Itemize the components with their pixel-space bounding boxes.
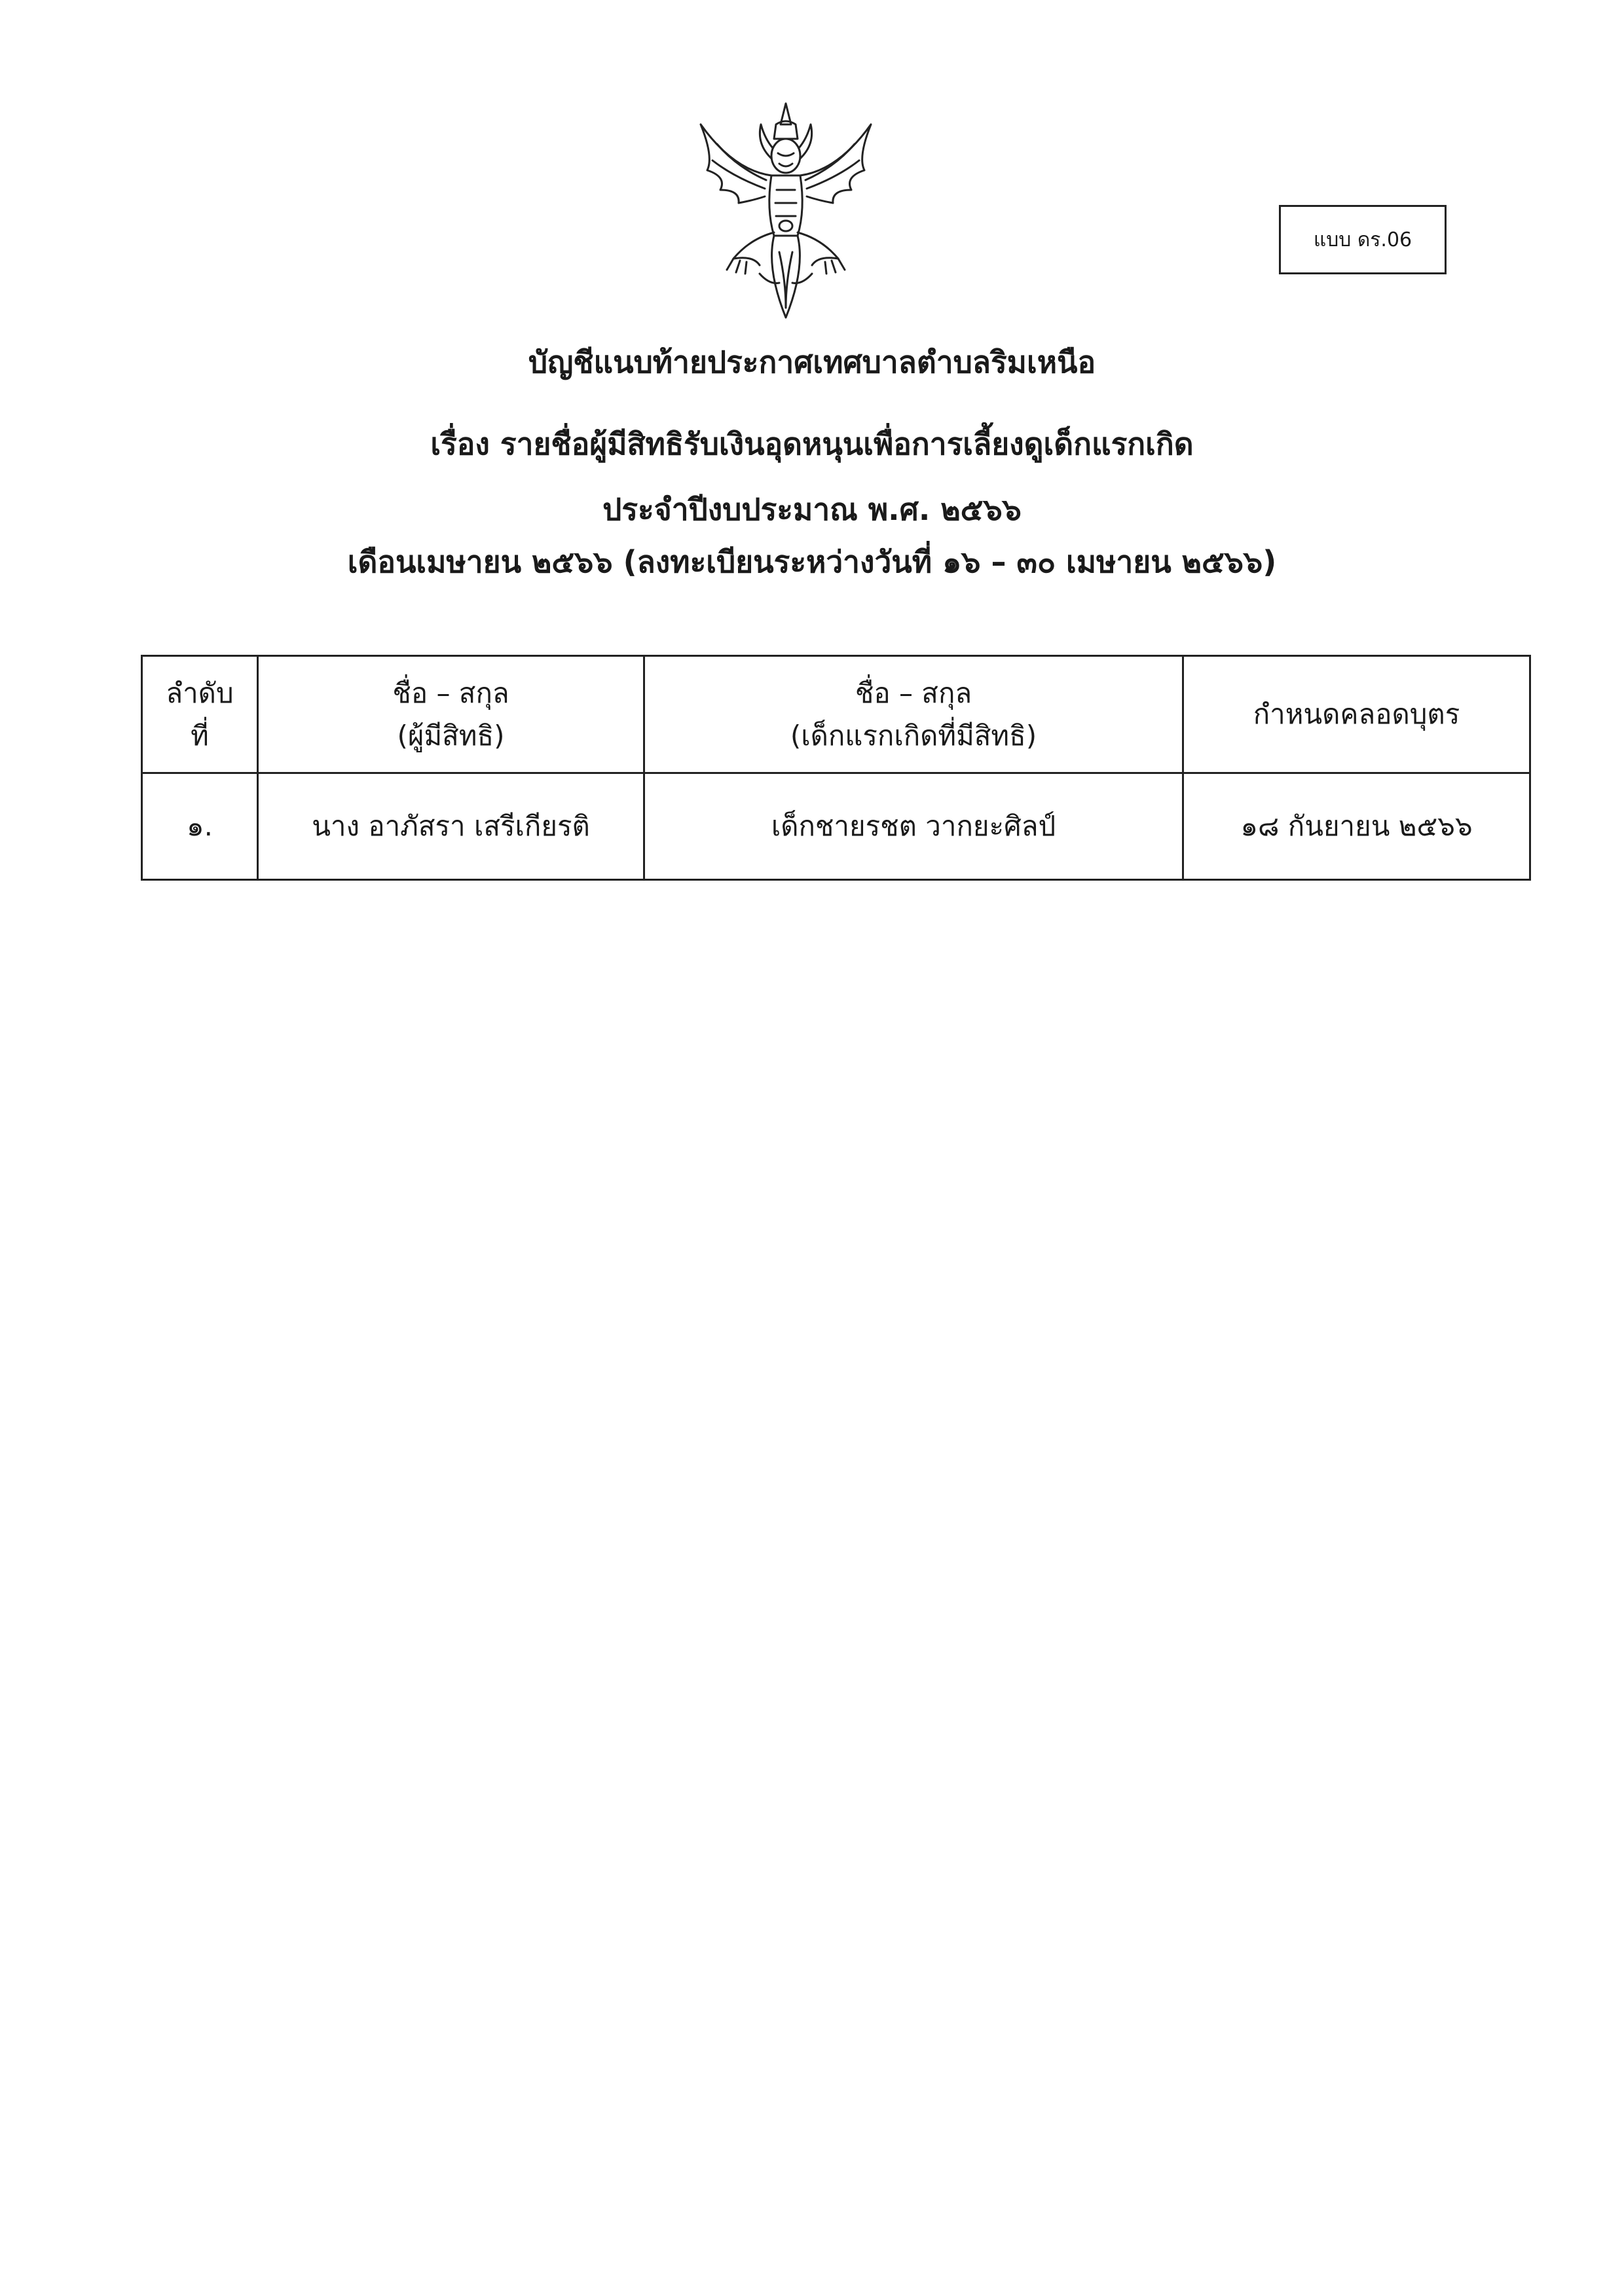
form-code: แบบ ดร.06 (1313, 228, 1412, 251)
form-code-box (1279, 205, 1447, 274)
header-order-no: ลำดับ ที่ (142, 656, 258, 773)
table-row (142, 773, 1530, 880)
registration-period-line: เดือนเมษายน ๒๕๖๖ (ลงทะเบียนระหว่างวันที่ ๑๖ – ๓๐ เมษายน ๒๕๖๖) (347, 544, 1277, 579)
cell-beneficiary-name: นาง อาภัสรา เสรีเกียรติ (258, 773, 644, 880)
header-beneficiary-name: ชื่อ – สกุล (ผู้มีสิทธิ) (258, 656, 644, 773)
cell-due-date: ๑๘ กันยายน ๒๕๖๖ (1183, 773, 1530, 880)
table-header-row (142, 656, 1530, 773)
document-subject: เรื่อง รายชื่อผู้มีสิทธิรับเงินอุดหนุนเพื่อการเลี้ยงดูเด็กแรกเกิด (430, 426, 1194, 462)
beneficiary-table (141, 655, 1531, 881)
header-due-date: กำหนดคลอดบุตร (1183, 656, 1530, 773)
cell-order-no: ๑. (142, 773, 258, 880)
fiscal-year-line: ประจำปีงบประมาณ พ.ศ. ๒๕๖๖ (602, 492, 1022, 527)
cell-child-name: เด็กชายรชต วากยะศิลป์ (644, 773, 1183, 880)
document-title: บัญชีแนบท้ายประกาศเทศบาลตำบลริมเหนือ (528, 344, 1096, 380)
garuda-emblem-icon (688, 98, 884, 321)
header-child-name: ชื่อ – สกุล (เด็กแรกเกิดที่มีสิทธิ) (644, 656, 1183, 773)
